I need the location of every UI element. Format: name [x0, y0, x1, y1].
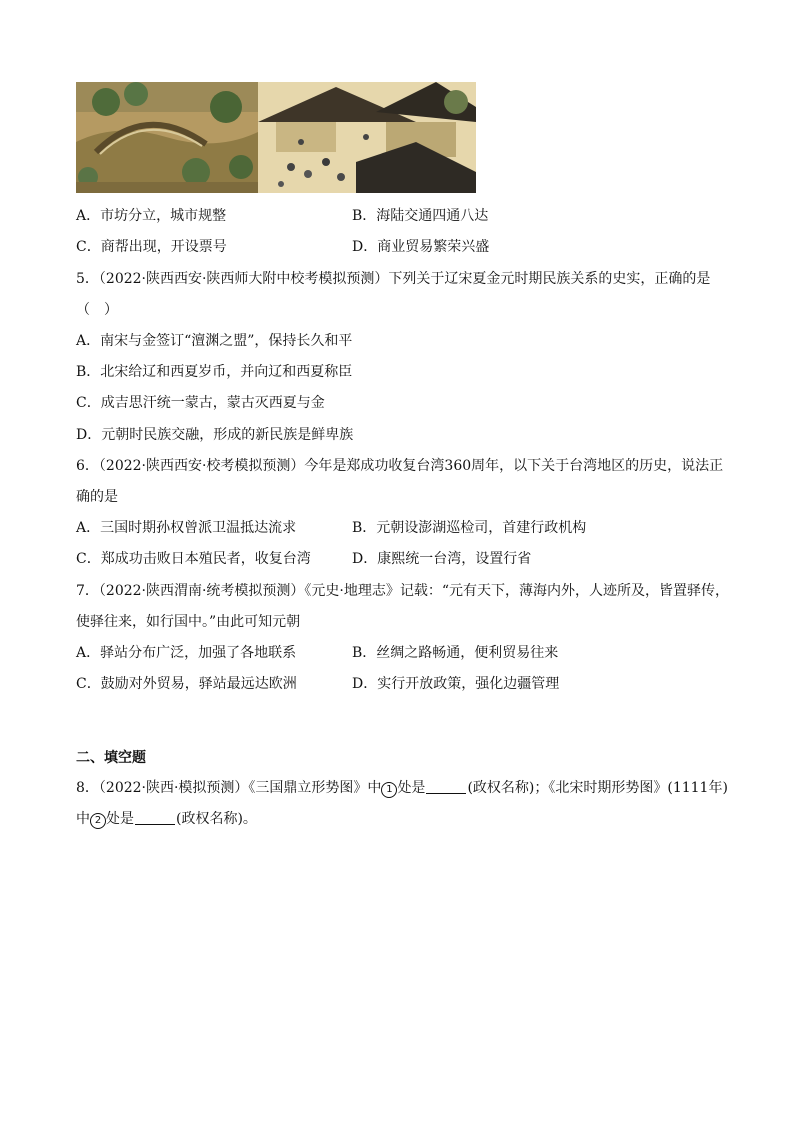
q8-line1-text-a: 8．（2022·陕西·模拟预测）《三国鼎立形势图》中	[76, 780, 382, 796]
q6-option-c: C．郑成功击败日本殖民者，收复台湾	[76, 551, 311, 567]
q6-option-a: A．三国时期孙权曾派卫温抵达流求	[76, 520, 297, 536]
q5-option-c: C．成吉思汗统一蒙古，蒙古灭西夏与金	[76, 395, 325, 411]
q8-line2-text-b: 处是	[106, 811, 134, 827]
q5-stem-line1: 5．（2022·陕西西安·陕西师大附中校考模拟预测）下列关于辽宋夏金元时期民族关系的史实，正确的是	[76, 271, 711, 287]
q7-option-b: B．丝绸之路畅通，便利贸易往来	[352, 645, 559, 661]
q4-option-b: B．海陆交通四通八达	[352, 208, 489, 224]
q8-line2-text-c: (政权名称)。	[176, 811, 257, 827]
q8-line1-text-b: 处是	[397, 780, 426, 796]
q5-option-b: B．北宋给辽和西夏岁币，并向辽和西夏称臣	[76, 364, 353, 380]
answer-blank-1[interactable]	[426, 779, 466, 794]
q6-option-b: B．元朝设澎湖巡检司，首建行政机构	[352, 520, 587, 536]
q4-option-a: A．市坊分立，城市规整	[76, 208, 227, 224]
q6-stem-line2: 确的是	[76, 489, 118, 505]
q6-stem-line1: 6．（2022·陕西西安·校考模拟预测）今年是郑成功收复台湾360周年，以下关于台湾地区的历史，说法正	[76, 458, 724, 474]
q7-stem-line1: 7．（2022·陕西渭南·统考模拟预测）《元史·地理志》记载：“元有天下，薄海内外，人迹所及，皆置驿传，	[76, 583, 730, 599]
q8-line2-text-a: 中	[76, 811, 90, 827]
circled-marker-2: 2	[90, 813, 106, 829]
q8-line1	[76, 778, 728, 798]
q7-option-d: D．实行开放政策，强化边疆管理	[352, 676, 560, 692]
q5-stem-line2: （ ）	[76, 302, 118, 318]
q5-option-a: A．南宋与金签订“澶渊之盟”，保持长久和平	[76, 333, 353, 349]
qingming-painting-image	[76, 82, 476, 193]
q7-option-a: A．驿站分布广泛，加强了各地联系	[76, 645, 297, 661]
q7-option-c: C．鼓励对外贸易，驿站最远达欧洲	[76, 676, 297, 692]
q4-option-d: D．商业贸易繁荣兴盛	[352, 239, 490, 255]
q8-line2	[76, 809, 257, 829]
q5-option-d: D．元朝时民族交融，形成的新民族是鲜卑族	[76, 427, 354, 443]
answer-blank-2[interactable]	[135, 810, 175, 825]
q8-line1-text-c: (政权名称)；《北宋时期形势图》(1111年)	[467, 780, 728, 796]
section-heading-fill-in: 二、填空题	[76, 750, 146, 766]
circled-marker-1: 1	[381, 782, 397, 798]
q4-option-c: C．商帮出现，开设票号	[76, 239, 227, 255]
q6-option-d: D．康熙统一台湾，设置行省	[352, 551, 532, 567]
q7-stem-line2: 使驿往来，如行国中。”由此可知元朝	[76, 614, 301, 630]
